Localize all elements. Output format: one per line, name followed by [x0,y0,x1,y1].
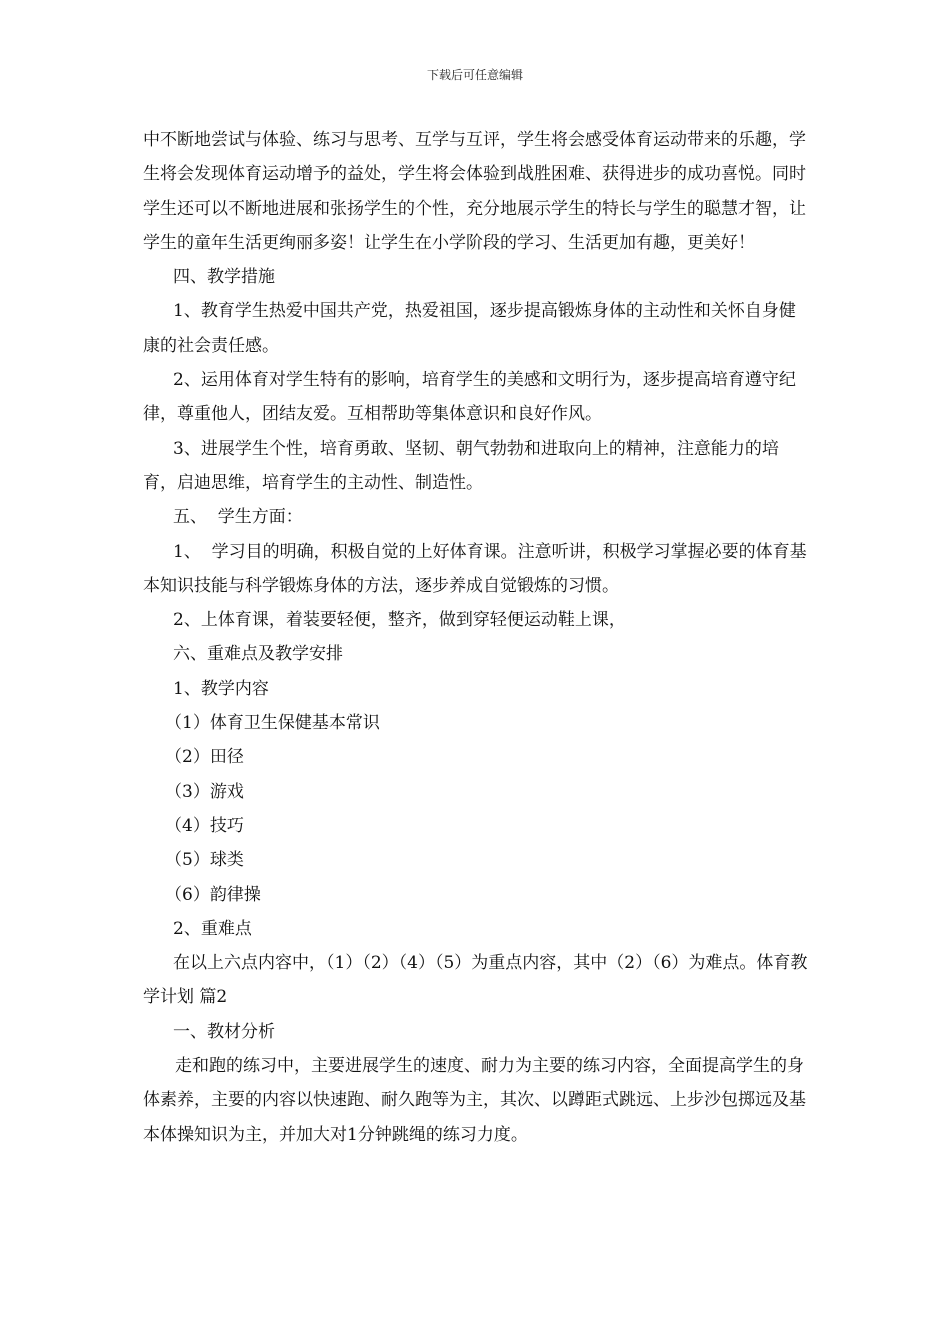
paragraph: 1、 学习目的明确，积极自觉的上好体育课。注意听讲，积极学习掌握必要的体育基本知识技能与科学锻炼身体的方法，逐步养成自觉锻炼的习惯。 [143,541,807,596]
list-item: （2）田径 [165,747,244,768]
document-body [143,123,811,1152]
paragraph: 1、教育学生热爱中国共产党，热爱祖国，逐步提高锻炼身体的主动性和关怀自身健康的社会责任感。 [143,301,796,356]
paragraph: 2、上体育课，着装要轻便，整齐，做到穿轻便运动鞋上课， [173,610,626,631]
subheading-key-difficult: 2、重难点 [173,918,252,939]
paragraph: 2、运用体育对学生特有的影响，培育学生的美感和文明行为，逐步提高培育遵守纪律，尊重他人，团结友爱。互相帮助等集体意识和良好作风。 [143,370,796,425]
section-heading-key-points: 六、重难点及教学安排 [173,644,343,665]
paragraph: 走和跑的练习中，主要进展学生的速度、耐力为主要的练习内容，全面提高学生的身体素养，主要的内容以快速跑、耐久跑等为主，其次、以蹲距式跳远、上步沙包掷远及基本体操知识为主，并加大对1分钟跳绳的练习力度。 [143,1056,806,1145]
list-item: （3）游戏 [165,781,244,802]
list-item: （6）韵律操 [165,884,261,905]
page-header: 下载后可任意编辑 [426,68,523,82]
list-item: （4）技巧 [165,815,244,836]
paragraph: 3、进展学生个性，培育勇敢、坚韧、朝气勃勃和进取向上的精神，注意能力的培育，启迪思维，培育学生的主动性、制造性。 [143,438,779,493]
section-heading-measures: 四、教学措施 [173,267,275,288]
section-heading-material-analysis: 一、教材分析 [173,1021,275,1042]
subheading-content: 1、教学内容 [173,678,269,699]
section-heading-students: 五、 学生方面： [173,507,303,528]
list-item: （1）体育卫生保健基本常识 [165,713,380,734]
paragraph: 中不断地尝试与体验、练习与思考、互学与互评，学生将会感受体育运动带来的乐趣，学生将会发现体育运动增予的益处，学生将会体验到战胜困难、获得进步的成功喜悦。同时学生还可以不断地进展和张扬学生的个性，充分地展示学生的特长与学生的聪慧才智，让学生的童年生活更绚丽多姿！让学生在小学阶段的学习、生活更加有趣，更美好！ [143,130,806,253]
paragraph: 在以上六点内容中，（1）（2）（4）（5）为重点内容，其中（2）（6）为难点。体育教学计划 篇2 [143,953,808,1008]
list-item: （5）球类 [165,850,244,871]
